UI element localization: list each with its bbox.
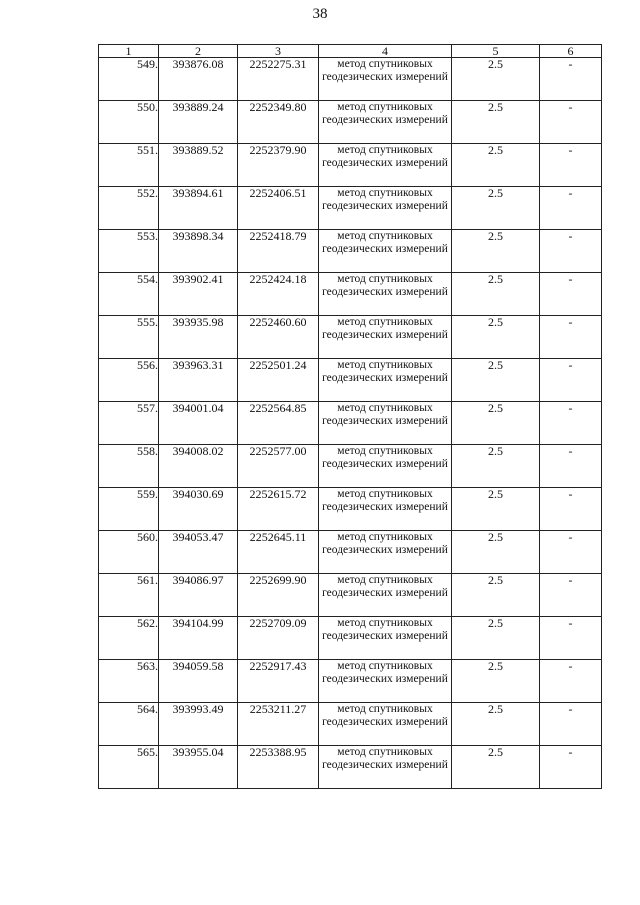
point-number-cell: 556. [99,359,159,402]
column-header: 1 [99,45,159,58]
table-row [99,144,602,187]
column-header: 6 [540,45,602,58]
point-number-cell: 552. [99,187,159,230]
method-cell: метод спутниковых геодезических измерений [319,574,452,617]
y-coordinate-cell: 2252699.90 [238,574,319,617]
table-row [99,230,602,273]
x-coordinate-cell: 394008.02 [159,445,238,488]
note-cell: - [540,273,602,316]
accuracy-cell: 2.5 [452,703,540,746]
point-number-cell: 553. [99,230,159,273]
method-cell: метод спутниковых геодезических измерений [319,230,452,273]
table-header-row [99,45,602,58]
y-coordinate-cell: 2252709.09 [238,617,319,660]
accuracy-cell: 2.5 [452,187,540,230]
x-coordinate-cell: 393876.08 [159,58,238,101]
note-cell: - [540,574,602,617]
x-coordinate-cell: 393894.61 [159,187,238,230]
note-cell: - [540,144,602,187]
y-coordinate-cell: 2252577.00 [238,445,319,488]
y-coordinate-cell: 2253211.27 [238,703,319,746]
note-cell: - [540,402,602,445]
column-header: 4 [319,45,452,58]
y-coordinate-cell: 2252917.43 [238,660,319,703]
point-number-cell: 550. [99,101,159,144]
page-number: 38 [312,6,328,22]
point-number-cell: 561. [99,574,159,617]
table-body [99,58,602,789]
method-cell: метод спутниковых геодезических измерений [319,58,452,101]
x-coordinate-cell: 393889.52 [159,144,238,187]
x-coordinate-cell: 394104.99 [159,617,238,660]
accuracy-cell: 2.5 [452,445,540,488]
point-number-cell: 549. [99,58,159,101]
point-number-cell: 557. [99,402,159,445]
accuracy-cell: 2.5 [452,531,540,574]
point-number-cell: 558. [99,445,159,488]
point-number-cell: 559. [99,488,159,531]
method-cell: метод спутниковых геодезических измерений [319,144,452,187]
x-coordinate-cell: 393963.31 [159,359,238,402]
note-cell: - [540,101,602,144]
accuracy-cell: 2.5 [452,58,540,101]
table-row [99,58,602,101]
x-coordinate-cell: 393935.98 [159,316,238,359]
coordinates-table [98,44,602,789]
point-number-cell: 554. [99,273,159,316]
point-number-cell: 560. [99,531,159,574]
accuracy-cell: 2.5 [452,144,540,187]
y-coordinate-cell: 2252418.79 [238,230,319,273]
accuracy-cell: 2.5 [452,230,540,273]
note-cell: - [540,488,602,531]
x-coordinate-cell: 393898.34 [159,230,238,273]
note-cell: - [540,703,602,746]
method-cell: метод спутниковых геодезических измерений [319,445,452,488]
method-cell: метод спутниковых геодезических измерений [319,660,452,703]
note-cell: - [540,531,602,574]
accuracy-cell: 2.5 [452,488,540,531]
x-coordinate-cell: 393889.24 [159,101,238,144]
method-cell: метод спутниковых геодезических измерений [319,703,452,746]
x-coordinate-cell: 394001.04 [159,402,238,445]
point-number-cell: 565. [99,746,159,789]
method-cell: метод спутниковых геодезических измерений [319,273,452,316]
method-cell: метод спутниковых геодезических измерений [319,402,452,445]
y-coordinate-cell: 2252501.24 [238,359,319,402]
x-coordinate-cell: 393902.41 [159,273,238,316]
point-number-cell: 551. [99,144,159,187]
y-coordinate-cell: 2252615.72 [238,488,319,531]
accuracy-cell: 2.5 [452,574,540,617]
table-row [99,531,602,574]
note-cell: - [540,187,602,230]
accuracy-cell: 2.5 [452,746,540,789]
note-cell: - [540,660,602,703]
y-coordinate-cell: 2252406.51 [238,187,319,230]
accuracy-cell: 2.5 [452,101,540,144]
method-cell: метод спутниковых геодезических измерений [319,359,452,402]
note-cell: - [540,58,602,101]
method-cell: метод спутниковых геодезических измерений [319,316,452,359]
point-number-cell: 555. [99,316,159,359]
y-coordinate-cell: 2252564.85 [238,402,319,445]
table-row [99,617,602,660]
x-coordinate-cell: 394086.97 [159,574,238,617]
method-cell: метод спутниковых геодезических измерений [319,531,452,574]
column-header: 5 [452,45,540,58]
note-cell: - [540,617,602,660]
table-row [99,574,602,617]
x-coordinate-cell: 394030.69 [159,488,238,531]
point-number-cell: 562. [99,617,159,660]
accuracy-cell: 2.5 [452,617,540,660]
table-row [99,488,602,531]
accuracy-cell: 2.5 [452,402,540,445]
accuracy-cell: 2.5 [452,273,540,316]
method-cell: метод спутниковых геодезических измерений [319,101,452,144]
note-cell: - [540,445,602,488]
x-coordinate-cell: 393993.49 [159,703,238,746]
y-coordinate-cell: 2252349.80 [238,101,319,144]
method-cell: метод спутниковых геодезических измерений [319,187,452,230]
y-coordinate-cell: 2252645.11 [238,531,319,574]
y-coordinate-cell: 2252460.60 [238,316,319,359]
table-row [99,445,602,488]
point-number-cell: 563. [99,660,159,703]
table-row [99,746,602,789]
y-coordinate-cell: 2253388.95 [238,746,319,789]
y-coordinate-cell: 2252424.18 [238,273,319,316]
x-coordinate-cell: 393955.04 [159,746,238,789]
note-cell: - [540,316,602,359]
note-cell: - [540,230,602,273]
x-coordinate-cell: 394053.47 [159,531,238,574]
note-cell: - [540,359,602,402]
column-header: 2 [159,45,238,58]
table-row [99,402,602,445]
accuracy-cell: 2.5 [452,316,540,359]
table-row [99,660,602,703]
point-number-cell: 564. [99,703,159,746]
accuracy-cell: 2.5 [452,359,540,402]
table-row [99,101,602,144]
x-coordinate-cell: 394059.58 [159,660,238,703]
table-row [99,273,602,316]
y-coordinate-cell: 2252275.31 [238,58,319,101]
method-cell: метод спутниковых геодезических измерений [319,746,452,789]
y-coordinate-cell: 2252379.90 [238,144,319,187]
column-header: 3 [238,45,319,58]
table-row [99,316,602,359]
table-row [99,187,602,230]
method-cell: метод спутниковых геодезических измерений [319,617,452,660]
method-cell: метод спутниковых геодезических измерений [319,488,452,531]
table-row [99,703,602,746]
table-row [99,359,602,402]
accuracy-cell: 2.5 [452,660,540,703]
note-cell: - [540,746,602,789]
